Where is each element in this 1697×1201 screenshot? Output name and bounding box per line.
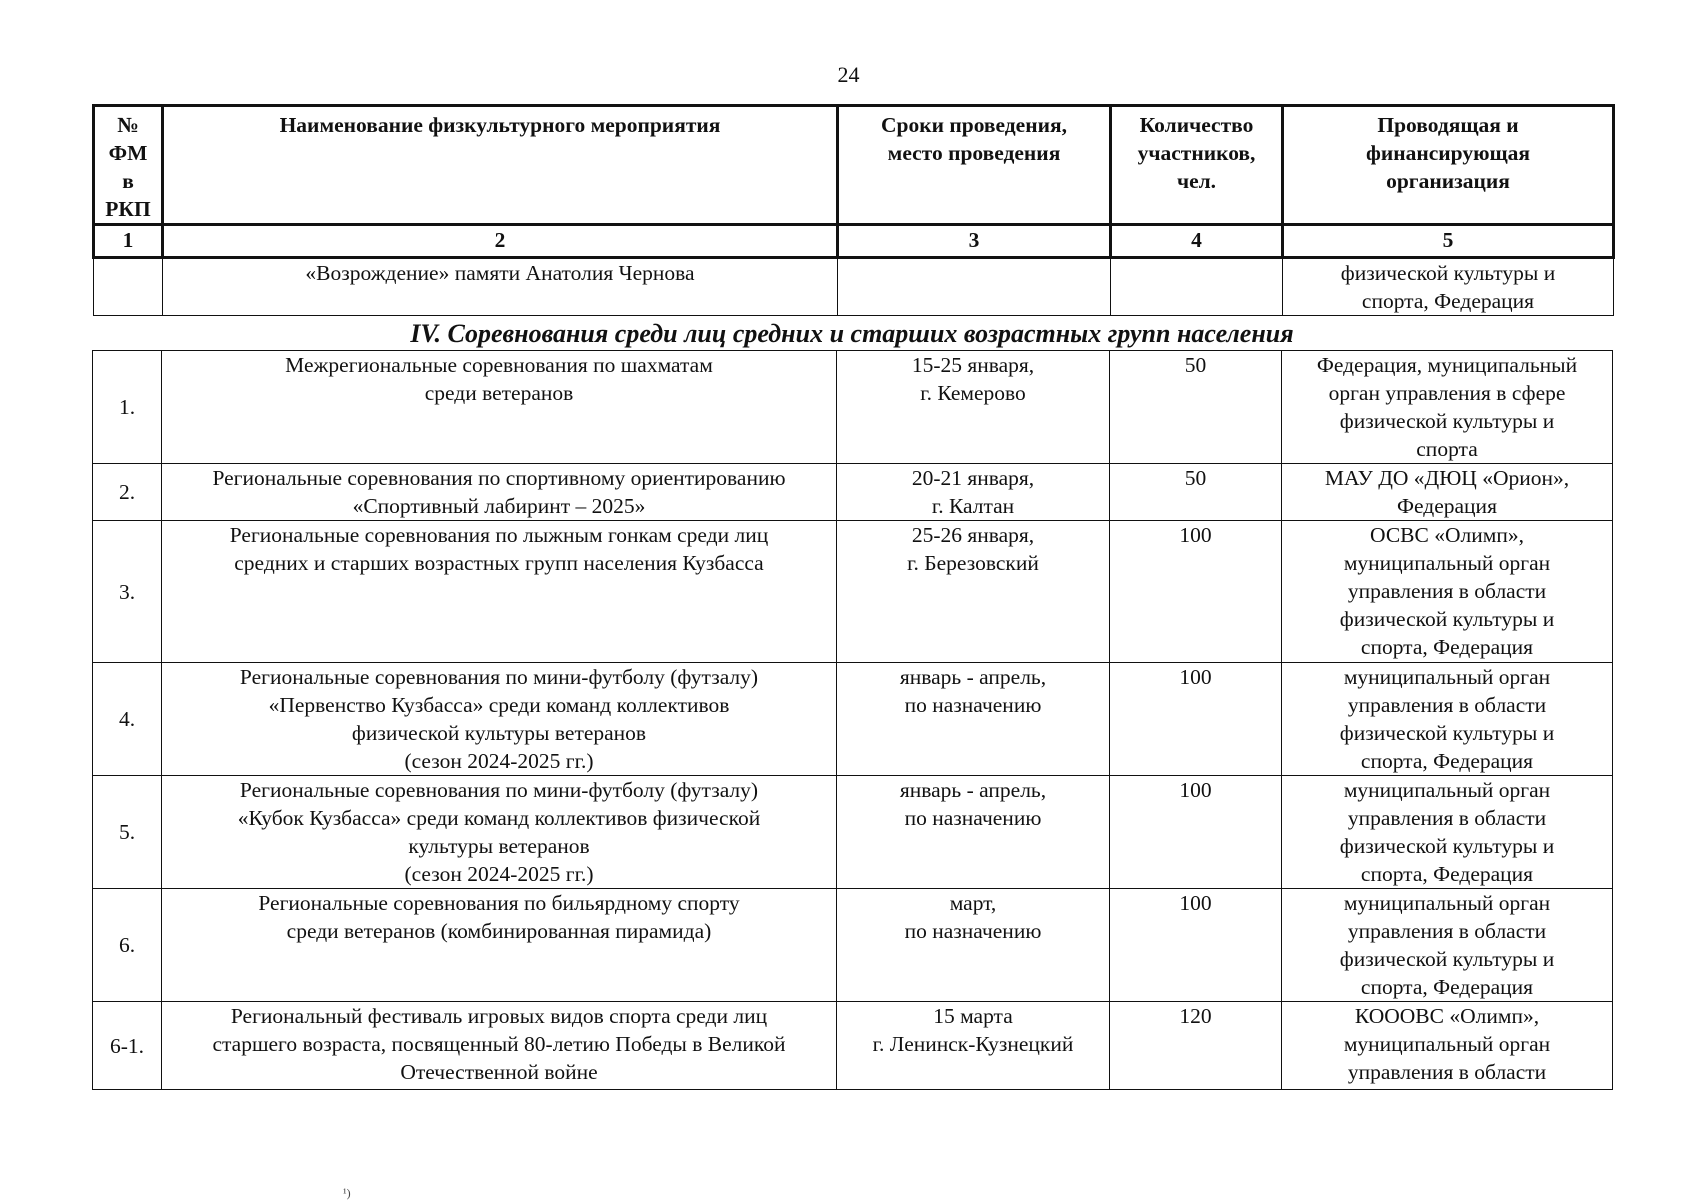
column-number-2: 2 bbox=[163, 225, 838, 258]
table-row bbox=[93, 464, 1613, 521]
table-row bbox=[93, 776, 1613, 889]
event-name: Региональные соревнования по бильярдному спорту среди ветеранов (комбинированная пирамида) bbox=[162, 889, 837, 1002]
event-participants: 100 bbox=[1110, 776, 1282, 889]
column-header-dates-place: Сроки проведения, место проведения bbox=[838, 106, 1111, 225]
event-participants: 100 bbox=[1110, 889, 1282, 1002]
event-name: Межрегиональные соревнования по шахматам среди ветеранов bbox=[162, 351, 837, 464]
table-row bbox=[93, 889, 1613, 1002]
column-number-4: 4 bbox=[1111, 225, 1283, 258]
event-organization: муниципальный орган управления в области физической культуры и спорта, Федерация bbox=[1282, 663, 1613, 776]
column-number-3: 3 bbox=[838, 225, 1111, 258]
column-number-1: 1 bbox=[94, 225, 163, 258]
event-organization: муниципальный орган управления в области физической культуры и спорта, Федерация bbox=[1282, 889, 1613, 1002]
event-participants: 100 bbox=[1110, 663, 1282, 776]
events-table bbox=[92, 350, 1613, 1090]
section-title: IV. Соревнования среди лиц средних и старших возрастных групп населения bbox=[410, 319, 1294, 348]
event-number: 6-1. bbox=[93, 1002, 162, 1090]
event-number: 6. bbox=[93, 889, 162, 1002]
event-participants: 100 bbox=[1110, 521, 1282, 663]
event-dates-place: 20-21 января, г. Калтан bbox=[837, 464, 1110, 521]
event-name: Региональный фестиваль игровых видов спорта среди лиц старшего возраста, посвященный 80-летию Победы в Великой Отечественной войне bbox=[162, 1002, 837, 1090]
footnote-mark: ¹) bbox=[343, 1186, 351, 1200]
event-name: Региональные соревнования по мини-футболу (футзалу) «Кубок Кузбасса» среди команд коллективов физической культуры ветеранов (сезон 2024-2025 гг.) bbox=[162, 776, 837, 889]
column-header-participants: Количество участников, чел. bbox=[1111, 106, 1283, 225]
event-dates-place: 15-25 января, г. Кемерово bbox=[837, 351, 1110, 464]
column-header-organization: Проводящая и финансирующая организация bbox=[1283, 106, 1614, 225]
column-header-number: № ФМ в РКП bbox=[94, 106, 163, 225]
continued-row-name: «Возрождение» памяти Анатолия Чернова bbox=[163, 258, 838, 316]
event-dates-place: март, по назначению bbox=[837, 889, 1110, 1002]
event-dates-place: январь - апрель, по назначению bbox=[837, 663, 1110, 776]
event-name: Региональные соревнования по мини-футболу (футзалу) «Первенство Кузбасса» среди команд коллективов физической культуры ветеранов (сезон 2024-2025 гг.) bbox=[162, 663, 837, 776]
continued-row-number bbox=[94, 258, 163, 316]
event-number: 5. bbox=[93, 776, 162, 889]
event-dates-place: 15 марта г. Ленинск-Кузнецкий bbox=[837, 1002, 1110, 1090]
page-number: 24 bbox=[837, 62, 860, 87]
event-dates-place: январь - апрель, по назначению bbox=[837, 776, 1110, 889]
event-organization: МАУ ДО «ДЮЦ «Орион», Федерация bbox=[1282, 464, 1613, 521]
table-row bbox=[93, 1002, 1613, 1090]
table-row bbox=[93, 663, 1613, 776]
column-headers-row bbox=[94, 106, 1614, 225]
continued-row-organization: физической культуры и спорта, Федерация bbox=[1283, 258, 1614, 316]
continued-row-count bbox=[1111, 258, 1283, 316]
table-row bbox=[93, 351, 1613, 464]
event-name: Региональные соревнования по лыжным гонкам среди лиц средних и старших возрастных групп населения Кузбасса bbox=[162, 521, 837, 663]
table-header bbox=[92, 104, 1615, 316]
table-row bbox=[93, 521, 1613, 663]
event-number: 1. bbox=[93, 351, 162, 464]
event-participants: 120 bbox=[1110, 1002, 1282, 1090]
column-header-event-name: Наименование физкультурного мероприятия bbox=[163, 106, 838, 225]
event-dates-place: 25-26 января, г. Березовский bbox=[837, 521, 1110, 663]
event-organization: КОООВС «Олимп», муниципальный орган управления в области bbox=[1282, 1002, 1613, 1090]
column-numbers-row bbox=[94, 225, 1614, 258]
event-organization: ОСВС «Олимп», муниципальный орган управления в области физической культуры и спорта, Федерация bbox=[1282, 521, 1613, 663]
continued-row bbox=[94, 258, 1614, 316]
event-organization: Федерация, муниципальный орган управления в сфере физической культуры и спорта bbox=[1282, 351, 1613, 464]
event-number: 2. bbox=[93, 464, 162, 521]
column-number-5: 5 bbox=[1283, 225, 1614, 258]
event-participants: 50 bbox=[1110, 464, 1282, 521]
event-participants: 50 bbox=[1110, 351, 1282, 464]
event-number: 4. bbox=[93, 663, 162, 776]
event-number: 3. bbox=[93, 521, 162, 663]
continued-row-dates bbox=[838, 258, 1111, 316]
event-name: Региональные соревнования по спортивному ориентированию «Спортивный лабиринт – 2025» bbox=[162, 464, 837, 521]
event-organization: муниципальный орган управления в области физической культуры и спорта, Федерация bbox=[1282, 776, 1613, 889]
